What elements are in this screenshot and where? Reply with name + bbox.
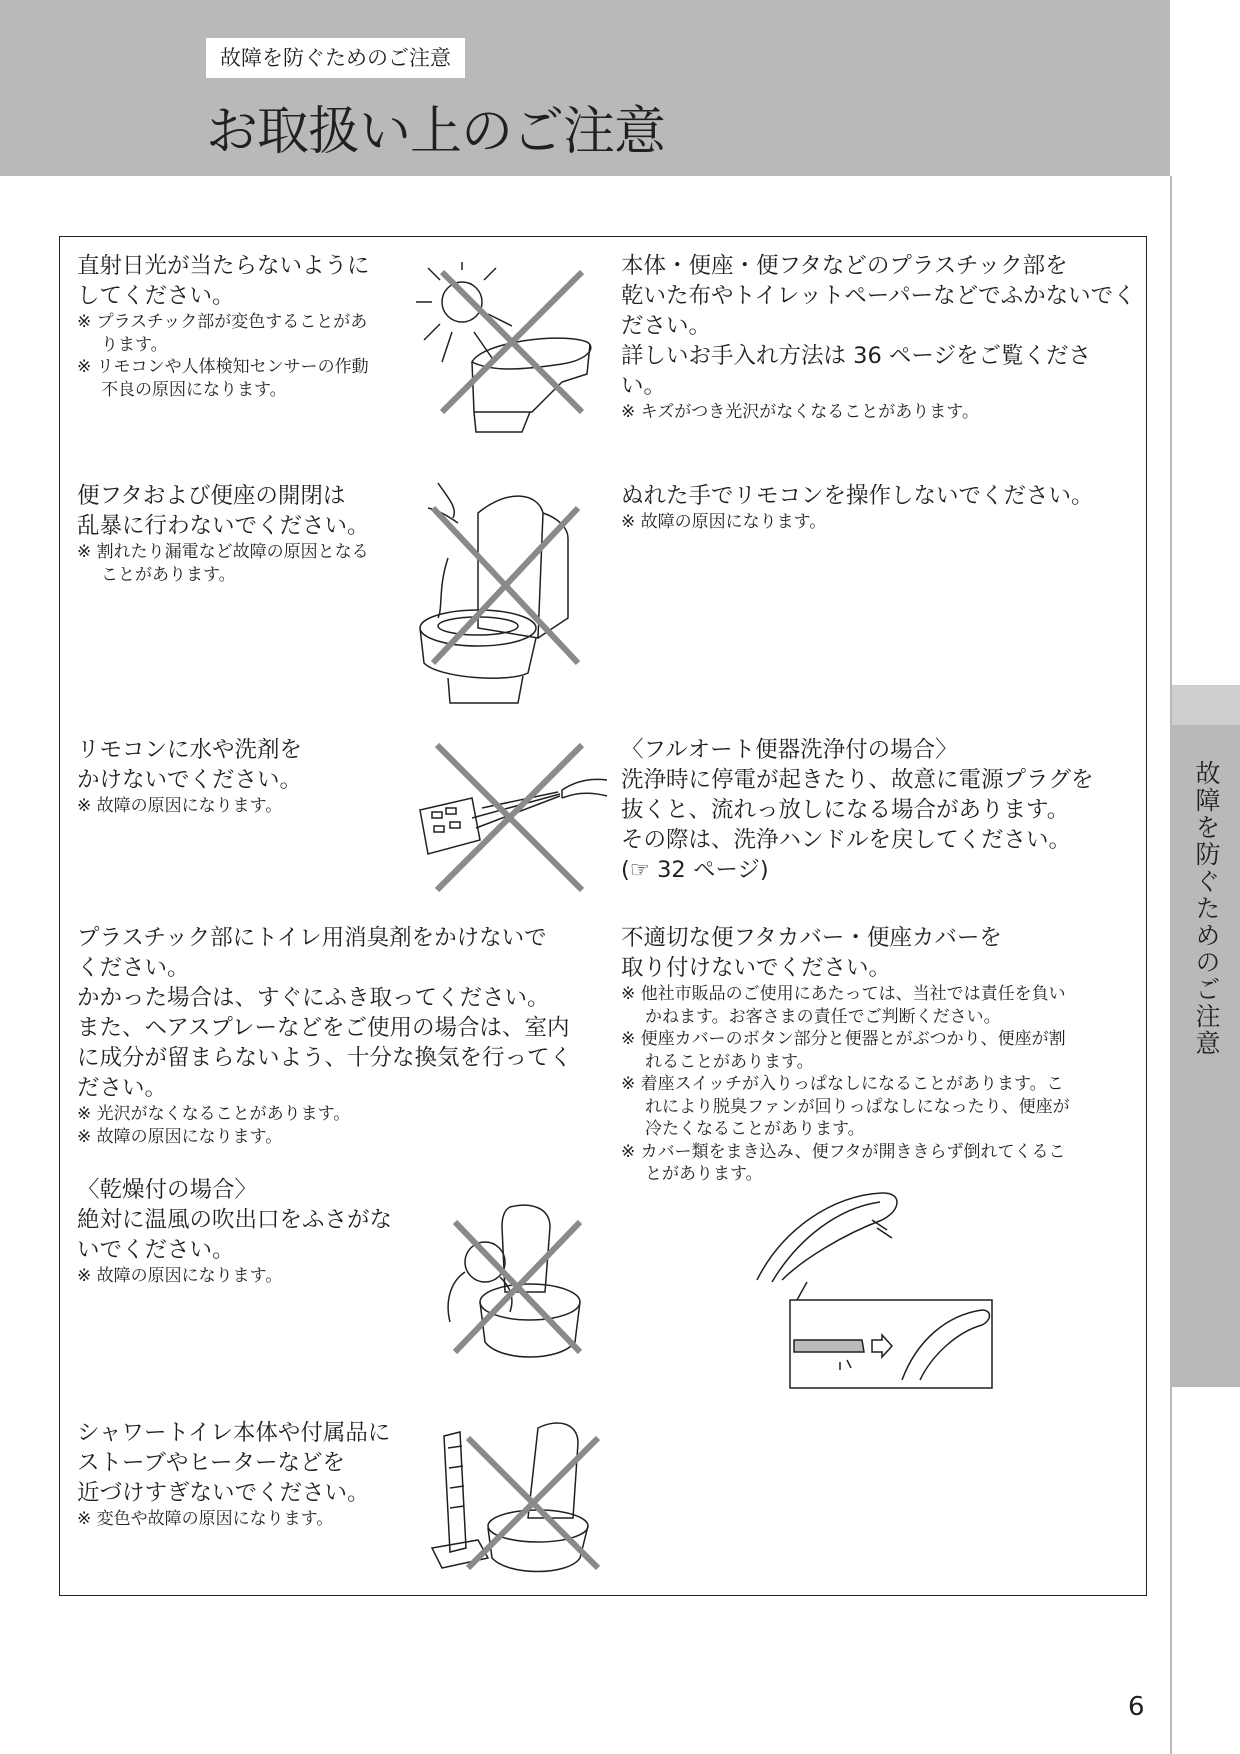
caution-heading: その際は、洗浄ハンドルを戻してください。 [621,827,1072,853]
caution-note: ※ キズがつき光沢がなくなることがあります。 [621,402,979,422]
sunlight-toilet-illustration [412,262,612,442]
caution-heading: かかった場合は、すぐにふき取ってください。 [77,985,550,1011]
caution-note: ※ 故障の原因になります。 [77,1266,283,1286]
caution-heading: ぬれた手でリモコンを操作しないでください。 [621,483,1094,509]
lid-slam-illustration [418,478,593,708]
page-number: 6 [1128,1692,1145,1722]
caution-item-covers [621,923,1070,1186]
caution-item-heaters [77,1418,390,1531]
caution-item-wet-hands [621,481,1094,534]
caution-item-plastic-wiping [621,251,1136,424]
caution-heading: 洗浄時に停電が起きたり、故意に電源プラグを [621,767,1094,793]
caution-note: ※ 光沢がなくなることがあります。 [77,1104,351,1124]
caution-note: とがあります。 [645,1164,763,1184]
remote-water-illustration [412,740,612,895]
caution-item-dryer-outlet [77,1175,392,1288]
caution-item-sunlight [77,251,370,401]
caution-heading: 乾いた布やトイレットペーパーなどでふかないでく [621,283,1136,309]
page-reference-link[interactable]: (☞ 32 ページ) [621,857,769,883]
caution-item-lid-handling [77,481,370,586]
caution-heading: 詳しいお手入れ方法は 36 ページをご覧くださ [621,343,1091,369]
caution-note: 不良の原因になります。 [101,379,287,400]
caution-heading: プラスチック部にトイレ用消臭剤をかけないで [77,925,547,951]
section-tag: 故障を防ぐためのご注意 [206,38,465,78]
caution-note: ※ 他社市販品のご使用にあたっては、当社では責任を負い [621,984,1066,1004]
caution-heading: ださい。 [621,313,712,339]
caution-item-full-auto-flush [621,735,1094,885]
caution-heading: 乱暴に行わないでください。 [77,513,370,539]
caution-heading: 直射日光が当たらないように [77,253,370,279]
caution-heading: 不適切な便フタカバー・便座カバーを [621,925,1002,951]
caution-heading: ください。 [77,955,190,981]
caution-heading: い。 [621,373,667,399]
caution-note: ※ プラスチック部が変色することがあ [77,312,368,332]
caution-note: ※ 故障の原因になります。 [77,1126,283,1147]
side-tab-marker [1172,685,1240,725]
caution-heading: ださい。 [77,1075,168,1101]
caution-note: ※ リモコンや人体検知センサーの作動 [77,357,369,377]
caution-item-deodorant [77,923,572,1148]
caution-note: れることがあります。 [645,1051,814,1072]
heater-toilet-illustration [428,1418,608,1578]
caution-heading: 近づけすぎないでください。 [77,1480,370,1506]
caution-note: れにより脱臭ファンが回りっぱなしになったり、便座が [645,1096,1070,1117]
caution-heading: いでください。 [77,1237,235,1263]
caution-heading: 抜くと、流れっ放しになる場合があります。 [621,797,1070,823]
caution-heading: ストーブやヒーターなどを [77,1450,345,1476]
caution-note: 冷たくなることがあります。 [645,1119,865,1139]
caution-note: ※ カバー類をまき込み、便フタが開ききらず倒れてくるこ [621,1141,1066,1162]
seat-cover-illustration [752,1190,1002,1390]
dryer-outlet-illustration [440,1202,590,1367]
caution-note: ※ 故障の原因になります。 [77,796,283,816]
caution-heading: また、ヘアスプレーなどをご使用の場合は、室内 [77,1015,570,1041]
page-header [0,0,1170,176]
caution-heading: してください。 [77,283,235,309]
caution-heading: シャワートイレ本体や付属品に [77,1420,391,1446]
caution-heading: かけないでください。 [77,767,303,793]
caution-note: ※ 変色や故障の原因になります。 [77,1509,334,1529]
caution-heading: 便フタおよび便座の開閉は [77,483,346,509]
caution-note: ※ 割れたり漏電など故障の原因となる [77,542,369,562]
caution-note: かねます。お客さまの責任でご判断ください。 [645,1006,1001,1027]
caution-note: ※ 故障の原因になります。 [621,512,827,532]
side-index-label: 故障を防ぐためのご注意 [1192,760,1221,1057]
caution-note: ※ 着座スイッチが入りっぱなしになることがあります。こ [621,1074,1064,1094]
caution-item-remote-water [77,735,302,818]
caution-note: ことがあります。 [101,564,236,585]
caution-heading: 絶対に温風の吹出口をふさがな [77,1207,393,1233]
caution-note: ※ 便座カバーのボタン部分と便器とがぶつかり、便座が割 [621,1029,1066,1049]
caution-heading: リモコンに水や洗剤を [77,737,303,763]
caution-heading: 本体・便座・便フタなどのプラスチック部を [621,253,1068,279]
caution-heading: 〈乾燥付の場合〉 [77,1177,258,1203]
caution-heading: 取り付けないでください。 [621,955,892,981]
caution-heading: 〈フルオート便器洗浄付の場合〉 [621,737,958,763]
caution-note: ります。 [101,334,168,355]
caution-heading: に成分が留まらないよう、十分な換気を行ってく [77,1045,573,1071]
page-title: お取扱い上のご注意 [206,102,666,162]
